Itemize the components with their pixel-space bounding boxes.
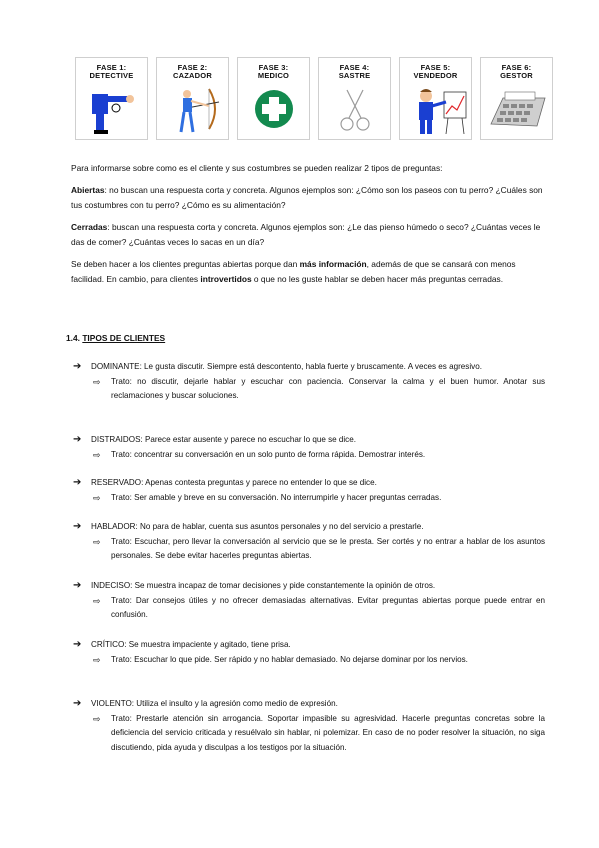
phase-card-gestor (480, 57, 553, 140)
phase-label: FASE 3: MEDICO (257, 63, 290, 80)
list-item (73, 579, 545, 623)
list-item (73, 638, 545, 667)
phase-label: FASE 4: SASTRE (338, 63, 371, 80)
cerradas-paragraph (71, 220, 546, 249)
hollow-arrow-icon: ⇨ (93, 449, 101, 460)
arrow-icon: ➔ (73, 639, 82, 650)
recommendation-paragraph (71, 257, 546, 286)
list-item (73, 476, 545, 505)
hollow-arrow-icon: ⇨ (93, 376, 101, 387)
arrow-icon: ➔ (73, 434, 82, 445)
phase-card-vendedor (399, 57, 472, 140)
list-item (73, 697, 545, 755)
trato-text: Trato: Ser amable y breve en su conversación. No interrumpirle y hacer preguntas cerradas. (111, 492, 442, 502)
hollow-arrow-icon: ⇨ (93, 492, 101, 503)
trato-text: Trato: Dar consejos útiles y no ofrecer demasiadas alternativas. Evitar preguntas abiertas porque puede entrar en confusión. (111, 595, 545, 620)
trato-text: Trato: concentrar su conversación en un solo punto de forma rápida. Demostrar interés. (111, 449, 426, 459)
phase-card-detective (75, 57, 148, 140)
client-type-description: DISTRAIDOS: Parece estar ausente y parece no escuchar lo que se dice. (91, 435, 356, 444)
trato-item (93, 594, 545, 623)
hollow-arrow-icon: ⇨ (93, 713, 101, 724)
salesman-icon (400, 84, 473, 139)
trato-text: Trato: Prestarle atención sin arrogancia. Soportar impasible su agresividad. Hacerle preguntas concretas sobre la deficiencia del servicio criticada y resuélvalo sin hablar, ni polemizar. En caso de no poder resolver la situación, no siga discutiendo, pida ayuda y disculpas a los testigos por la situación. (111, 713, 545, 752)
arrow-icon: ➔ (73, 698, 82, 709)
calculator-icon (481, 84, 554, 139)
abiertas-label: Abiertas (71, 185, 105, 195)
hollow-arrow-icon: ⇨ (93, 595, 101, 606)
trato-item (93, 448, 545, 463)
section-number: 1.4. (66, 333, 80, 343)
rec-text-1: Se deben hacer a los clientes preguntas abiertas porque dan (71, 259, 300, 269)
client-type-description: VIOLENTO: Utiliza el insulto y la agresión como medio de expresión. (91, 699, 338, 708)
trato-item (93, 535, 545, 564)
phase-label: FASE 2: CAZADOR (173, 63, 212, 80)
phases-strip (75, 57, 555, 140)
arrow-icon: ➔ (73, 521, 82, 532)
section-heading (66, 333, 165, 343)
list-item (73, 520, 545, 564)
client-type-description: CRÍTICO: Se muestra impaciente y agitado, tiene prisa. (91, 640, 291, 649)
trato-item (93, 653, 545, 668)
client-type-description: RESERVADO: Apenas contesta preguntas y parece no entender lo que se dice. (91, 478, 377, 487)
arrow-icon: ➔ (73, 477, 82, 488)
trato-text: Trato: Escuchar lo que pide. Ser rápido y no hablar demasiado. No dejarse dominar por los nervios. (111, 654, 468, 664)
arrow-icon: ➔ (73, 361, 82, 372)
intro-paragraph: Para informarse sobre como es el cliente y sus costumbres se pueden realizar 2 tipos de preguntas: (71, 163, 443, 173)
list-item (73, 360, 545, 404)
client-type-description: INDECISO: Se muestra incapaz de tomar decisiones y pide constantemente la opinión de otros. (91, 581, 436, 590)
trato-text: Trato: Escuchar, pero llevar la conversación al servicio que se le presta. Ser cortés y no entrar a hablar de los asuntos personales. Se debe evitar hacerles preguntas abiertas. (111, 536, 545, 561)
abiertas-paragraph (71, 183, 546, 212)
trato-text: Trato: no discutir, dejarle hablar y escuchar con paciencia. Conservar la calma y el buen humor. Anotar sus reclamaciones y buscar soluciones. (111, 376, 545, 401)
trato-item (93, 712, 545, 756)
rec-text-2: , además de que se cansará con menos facilidad. En cambio, para clientes (71, 259, 516, 284)
trato-item (93, 375, 545, 404)
abiertas-text: : no buscan una respuesta corta y concreta. Algunos ejemplos son: ¿Cómo son los paseos con tu perro? ¿Cuáles son tus costumbres con tu perro? ¿Cómo es su alimentación? (71, 185, 543, 210)
client-type-description: HABLADOR: No para de hablar, cuenta sus asuntos personales y no del servicio a prestarle. (91, 522, 424, 531)
phase-label: FASE 6: GESTOR (500, 63, 533, 80)
phase-card-sastre (318, 57, 391, 140)
cerradas-text: : buscan una respuesta corta y concreta. Algunos ejemplos son: ¿Le das pienso húmedo o seco? ¿Cuántas veces le das de comer? ¿Cuántas veces lo sacas en un día? (71, 222, 541, 247)
phase-card-cazador (156, 57, 229, 140)
list-item (73, 433, 545, 462)
hunter-icon (157, 84, 230, 139)
phase-card-medico (237, 57, 310, 140)
phase-label: FASE 1: DETECTIVE (89, 63, 134, 80)
hollow-arrow-icon: ⇨ (93, 654, 101, 665)
detective-icon (76, 84, 149, 139)
phase-label: FASE 5: VENDEDOR (413, 63, 458, 80)
rec-bold-1: más información (299, 259, 367, 269)
arrow-icon: ➔ (73, 580, 82, 591)
rec-text-3: o que no les guste hablar se deben hacer más preguntas cerradas. (251, 273, 504, 284)
scissors-icon (319, 84, 392, 139)
hollow-arrow-icon: ⇨ (93, 536, 101, 547)
section-title: TIPOS DE CLIENTES (82, 333, 166, 343)
medical-cross-icon (238, 84, 311, 139)
cerradas-label: Cerradas (71, 222, 108, 232)
trato-item (93, 491, 545, 506)
rec-bold-2: introvertidos (200, 273, 252, 284)
client-type-description: DOMINANTE: Le gusta discutir. Siempre está descontento, habla fuerte y bruscamente. A veces es agresivo. (91, 362, 482, 371)
